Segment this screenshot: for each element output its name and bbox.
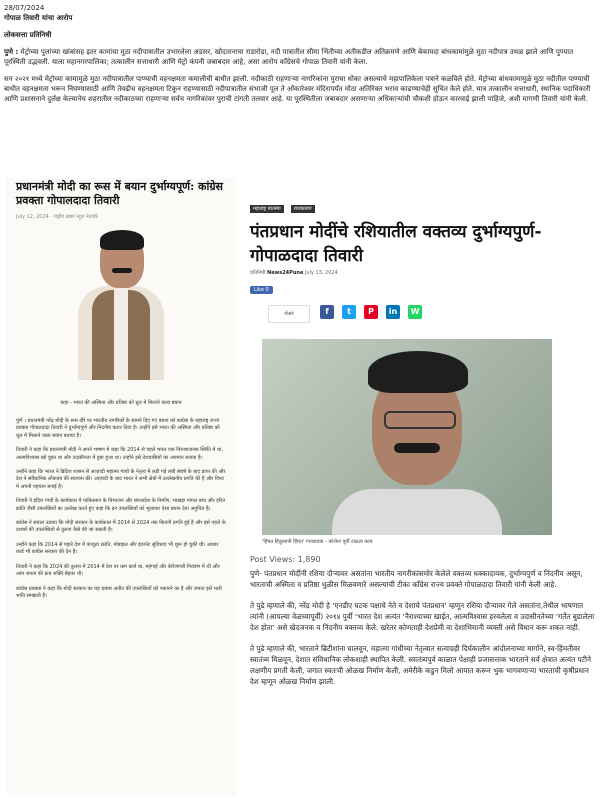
clipping-paragraph-2: सन २०२१ मध्ये मेट्रोच्या कामामुळे मुठा नदीपात्रातील पाण्याची वहनक्षमता कमालीची बाधीत झाली. नदीकाठी राहणाऱ्या नागरिकांना पुराचा धोका असल्याचे महापालिकेला पत्राने कळविले होते. मेट्रोच्या बांधकामामुळे मुठा नदीतील पाण्याची बाधीत वहनक्षमता भरून निघण्यासाठी आणि तेवढीच वहनक्षमता टिकून राहण्यासाठी नदीपात्रातील संभाजी पूल ते ओंकारेश्वर मंदिरापर्यंत मोठा अतिरिक्त भराव काढण्याचेही सुचित केले होते. मात्र तत्कालीन सत्ताधारी, स्थानिक पदाधिकारी आणि प्रशासनाने दुर्लक्ष केल्यानेच शहरातील नदीकाठच्या राहणाऱ्या सर्वच नागरिकांवर पुराची टांगती तलवार आहे. या पूरस्थितीला जबाबदार असणाऱ्या अधिकाऱ्यांची चौकशी होऊन कारवाई झाली पाहिजे, अशी मागणी तिवारी यांनी केली.: [4, 75, 591, 103]
hindi-paragraph: उन्होंने कहा कि 2014 से पहले देश में कंप्यूटर क्रांति, मोबाइल और इंटरनेट सुविधाएं भी शुरू हो चुकी थीं। आधार कार्ड भी कांग्रेस सरकार की देन है।: [16, 541, 219, 556]
category-tag[interactable]: राजकारण: [291, 205, 315, 213]
marathi-article-body: [250, 568, 595, 687]
hindi-paragraph: कांग्रेस ने सवाल उठाया कि मोदी सरकार के कार्यकाल में 2014 से 2024 तक कितनी प्रगति हुई है और इसे पहले के दशकों की उपलब्धियों से तुलना कैसे की जा सकती है।: [16, 520, 226, 534]
category-tags: [250, 195, 595, 214]
category-tag[interactable]: महाराष्ट्र बातम्या: [250, 205, 284, 213]
clipping-location: पुणे :: [4, 48, 19, 56]
marathi-paragraph: ते पुढे म्हणाले की, नरेंद्र मोदी हे ‘एनडीए घटक पक्षाचे नेते व देशाचे पंतप्रधान' म्हणून रशिया दौऱ्यावर गेले असतांना,तेथील भाषणात त्यांनी (आपल्या वेळच्यापूर्वी) २०१४ पुर्वी ‘भारत देश अत्यंत ‘नैराश्याच्या खाईत, आत्मविश्वास हरवलेला व उदासीनतेच्या ‘गर्तेत बुडालेला देश होता' असे खेदजनक व निंदनीय वक्तव्य केले. खरेतर कोणताही देशप्रेमी वा देशाभिमानी व्यक्ती असे विधान करू शकत नाही.: [250, 601, 595, 632]
marathi-paragraph: ते पुढे म्हणाले की, भारताने ब्रिटीशांना घालवून, महात्मा गांधीच्या नेतृत्वात सत्याग्रही दिर्घकालीन आंदोलनाच्या मार्गाने, स्व-हिंमतीवर स्वातंत्र्य मिळवून, देशात संविधानिक लोकशाही स्थापित केली. स्वातंत्र्यपुर्व काळात पेक्षाही प्रजासत्ताक भारताने सर्व क्षेत्रात अत्यंत पटीने लक्षणीय प्रगती केली, जगात स्वतःची ओळख निर्माण केली, अमेरीके कडुन मिलो आयात करून भुक भागवणाऱ्या भारताची कृषीप्रधान देश म्हणून ओळख निर्माण झाली.: [250, 644, 592, 686]
marathi-byline: [250, 270, 595, 276]
whatsapp-icon[interactable]: W: [408, 305, 422, 319]
hindi-article-meta: July 12, 2024 · राष्ट्रीय ख़बर न्यूज़ नेटवर्क: [16, 214, 98, 220]
hindi-paragraph: उन्होंने कहा कि भारत ने ब्रिटिश शासन से आज़ादी महात्मा गांधी के नेतृत्व में लड़ी गई लंबी संघर्ष के बाद प्राप्त की और देश ने संवैधानिक लोकतंत्र की स्थापना की। आज़ादी के बाद भारत ने सभी क्षेत्रों में उल्लेखनीय प्रगति की है और विश्व में अपनी पहचान बनाई है।: [16, 469, 226, 490]
hindi-paragraph: तिवारी ने इंदिरा गांधी के कार्यकाल में पाकिस्तान के विभाजन और बांग्लादेश के निर्माण, भाखड़ा नांगल बांध और हरित क्रांति जैसी उपलब्धियों का उल्लेख करते हुए कहा कि इन उपलब्धियों को भुलाकर ऐसा बयान देना अनुचित है।: [16, 498, 226, 512]
byline-prefix: प्रतिनिधी: [250, 270, 266, 276]
top-clipping: [4, 4, 594, 104]
clipping-headline: गोपाळ तिवारी यांचा आरोप: [4, 14, 73, 22]
twitter-icon[interactable]: t: [342, 305, 356, 319]
hindi-paragraph: कांग्रेस प्रवक्ता ने कहा कि मोदी सरकार का यह प्रयास अतीत की उपलब्धियों को नकारने का है और जनता इसे भली भांति समझती है।: [16, 585, 222, 599]
share-bar: [250, 303, 595, 323]
share-button[interactable]: शेअर: [268, 305, 310, 323]
facebook-like-button[interactable]: Like 0: [250, 286, 273, 294]
facebook-icon[interactable]: f: [320, 305, 334, 319]
hindi-paragraph: तिवारी ने कहा कि 2024 की तुलना में 2014 में देश पर कम कर्ज था, महंगाई और बेरोजगारी नियंत्रण में थी और आम जनता की क्रय शक्ति बेहतर थी।: [16, 563, 220, 578]
pinterest-icon[interactable]: P: [364, 305, 378, 319]
clipping-paragraph-1: [4, 47, 594, 67]
marathi-article-title: पंतप्रधान मोदींचे रशियातील वक्तव्य दुर्भाग्यपुर्ण- गोपाळदादा तिवारी: [250, 222, 542, 266]
hindi-article-title: प्रधानमंत्री मोदी का रूस में बयान दुर्भाग्यपूर्ण: कांग्रेस प्रवक्ता गोपालदादा तिवारी: [16, 180, 223, 207]
byline-source[interactable]: News24Pune: [267, 270, 304, 276]
hindi-paragraph: पुणे । प्रधानमंत्री नरेंद्र मोदी के रूस दौरे पर भारतीय नागरिकों के सामने दिए गए बयान को कांग्रेस के महाराष्ट्र राज्य प्रवक्ता गोपालदादा तिवारी ने दुर्भाग्यपूर्ण और निंदनीय करार दिया है। उन्होंने इसे भारत की अस्मिता और प्रतिष्ठा को धूल में मिलाने वाला बयान बताया है।: [16, 418, 220, 439]
marathi-paragraph: पुणे- पंतप्रधान मोदींनी रशिया दौऱ्यावर असतांना भारतीय नागरीकांसमोर केलेले वक्तव्य धक्कादायक, दुर्भाग्यपुर्ण व निंदनीय असून, भारताची अस्मिता व प्रतिष्ठा धुळीस मिळवणारे असल्याची टीका कॉंग्रेस राज्य प्रवक्ते गोपाळदादा तिवारी यांनी केली आहे.: [250, 569, 583, 589]
hindi-article-body: [16, 418, 226, 600]
clipping-byline: लोकसत्ता प्रतिनिधी: [4, 31, 52, 39]
hindi-paragraph: तिवारी ने कहा कि प्रधानमंत्री मोदी ने अपने भाषण में कहा कि 2014 से पहले भारत एक निराशाजनक स्थिति में था, आत्मविश्वास खो चुका था और उदासीनता में डूबा हुआ था। उन्होंने इसे देशवासियों का अपमान बताया है।: [16, 447, 224, 461]
linkedin-icon[interactable]: in: [386, 305, 400, 319]
clipping-paragraph-1-text: मेट्रोच्या पुलांच्या खांबांसह इतर कामांचा मुठा नदीपात्रातील उभारलेला अडसर, खोदतानाचा राडारोडा, नदी पात्रातील सीमा भिंतीच्या अतीकडील अतिक्रमणे आणि बेकायदा बांधकामांमुळे मुठा नदीपात्र उथळ झाले आणि पुण्यात पूरस्थिती उद्भवली. याला महानगरपालिका; तत्कालीन सत्ताधारी आणि मेट्रो कंपनी जबाबदार आहे, असा आरोप काँग्रेसचे गोपाळ तिवारी यांनी केला.: [4, 48, 574, 66]
post-views: Post Views: 1,890: [250, 555, 321, 564]
clipping-date: 28/07/2024: [4, 4, 45, 12]
marathi-article: [250, 195, 595, 797]
hindi-photo-caption: कहा - भारत की अस्मिता और प्रतिष्ठा को धूल में मिलाने वाला बयान: [60, 400, 182, 406]
marathi-photo-caption: 'हिंमत हिंदुस्तानी हिंमत' गायकवाड - कोरोना पूर्वी टाळता काय: [262, 539, 373, 545]
hindi-article-photo: [78, 230, 164, 380]
marathi-article-photo: [262, 339, 552, 535]
hindi-article: [6, 178, 236, 796]
byline-date: July 13, 2024: [304, 270, 338, 276]
